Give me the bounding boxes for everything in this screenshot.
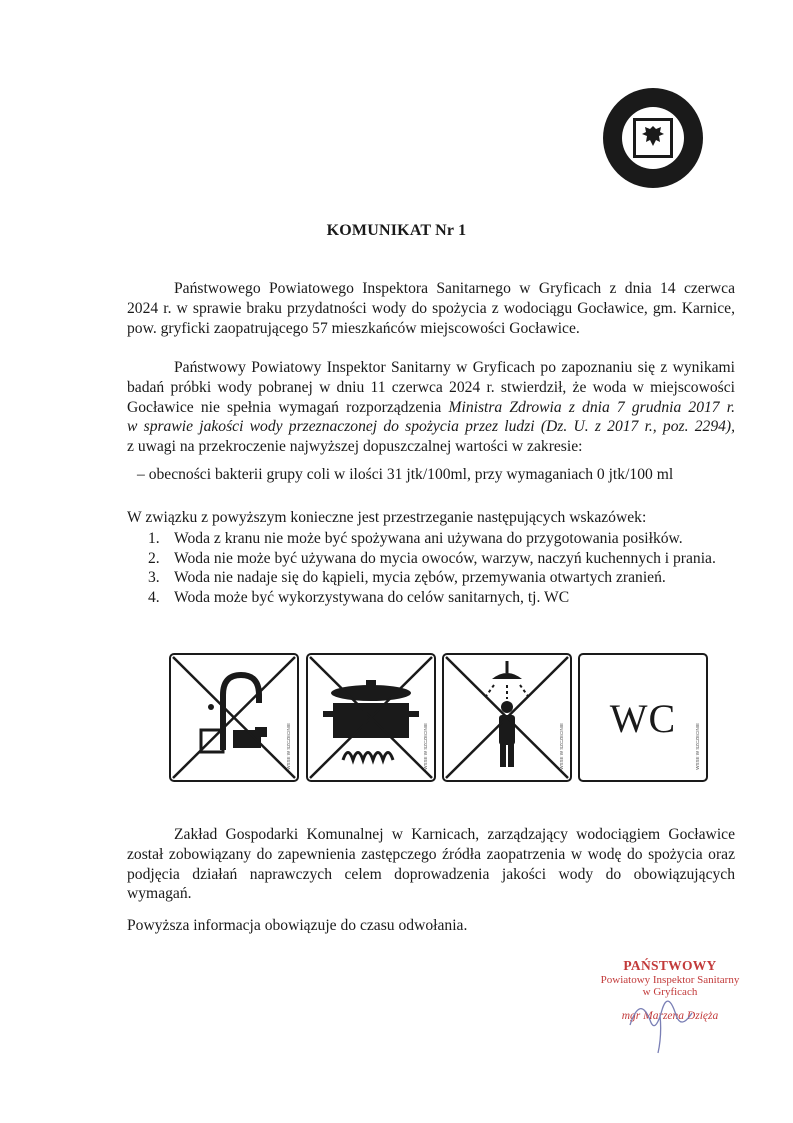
instructions-list bbox=[148, 529, 736, 607]
contamination-bullet: – obecności bakterii grupy coli w ilości 31 jtk/100ml, przy wymaganiach 0 jtk/100 ml bbox=[137, 466, 674, 483]
handwritten-signature bbox=[620, 985, 720, 1055]
paragraph-intro: Państwowego Powiatowego Inspektora Sanitarnego w Gryficach z dnia 14 czerwca 2024 r. w sprawie braku przydatności wody do spożycia z wodociągu Gocławice, gm. Karnice, pow. gryficki zaopatrującego 57 mieszkańców miejscowości Gocławice. bbox=[127, 280, 735, 337]
no-shower-icon: WSSE W SZCZECINIE bbox=[442, 653, 572, 782]
list-item: 4. Woda może być wykorzystywana do celów sanitarnych, tj. WC bbox=[148, 588, 570, 606]
paragraph-validity: Powyższa informacja obowiązuje do czasu odwołania. bbox=[127, 917, 468, 934]
inspection-logo bbox=[601, 86, 705, 190]
list-item: 1. Woda z kranu nie może być spożywana ani używana do przygotowania posiłków. bbox=[148, 530, 683, 547]
no-cooking-icon: WSSE W SZCZECINIE bbox=[306, 653, 436, 782]
paragraph-operator: Zakład Gospodarki Komunalnej w Karnicach, zarządzający wodociągiem Gocławice został zobowiązany do zapewnienia zastępczego źródła zaopatrzenia w wodę do spożycia oraz podjęcia działań naprawczych celem doprowadzenia jakości wody do obowiązujących wymagań. bbox=[127, 826, 735, 903]
signature-stamp: PAŃSTWOWY Powiatowy Inspektor Sanitarny w Gryficach mgr Marzena Dzięża bbox=[600, 958, 740, 1022]
instructions-intro: W związku z powyższym konieczne jest przestrzeganie następujących wskazówek: bbox=[127, 509, 647, 526]
no-drinking-icon: WSSE W SZCZECINIE bbox=[169, 653, 299, 782]
paragraph-findings: Państwowy Powiatowy Inspektor Sanitarny w Gryficach po zapoznaniu się z wynikami badań próbki wody pobranej w dniu 11 czerwca 2024 r. stwierdził, że woda w miejscowości Gocławice nie spełnia wymagań rozporządzenia Ministra Zdrowia z dnia 7 grudnia 2017 r. w sprawie jakości wody przeznaczonej do spożycia przez ludzi (Dz. U. z 2017 r., poz. 2294), z uwagi na przekroczenie najwyższej dopuszczalnej wartości w zakresie: bbox=[127, 359, 735, 456]
list-item: 3. Woda nie nadaje się do kąpieli, mycia zębów, przemywania otwartych zranień. bbox=[148, 569, 666, 587]
list-item: 2. Woda nie może być używana do mycia owoców, warzyw, naczyń kuchennych i prania. bbox=[148, 549, 716, 567]
wc-icon: WC WSSE W SZCZECINIE bbox=[578, 653, 708, 782]
wc-label: WC bbox=[609, 696, 677, 741]
page-title: KOMUNIKAT Nr 1 bbox=[326, 222, 467, 239]
